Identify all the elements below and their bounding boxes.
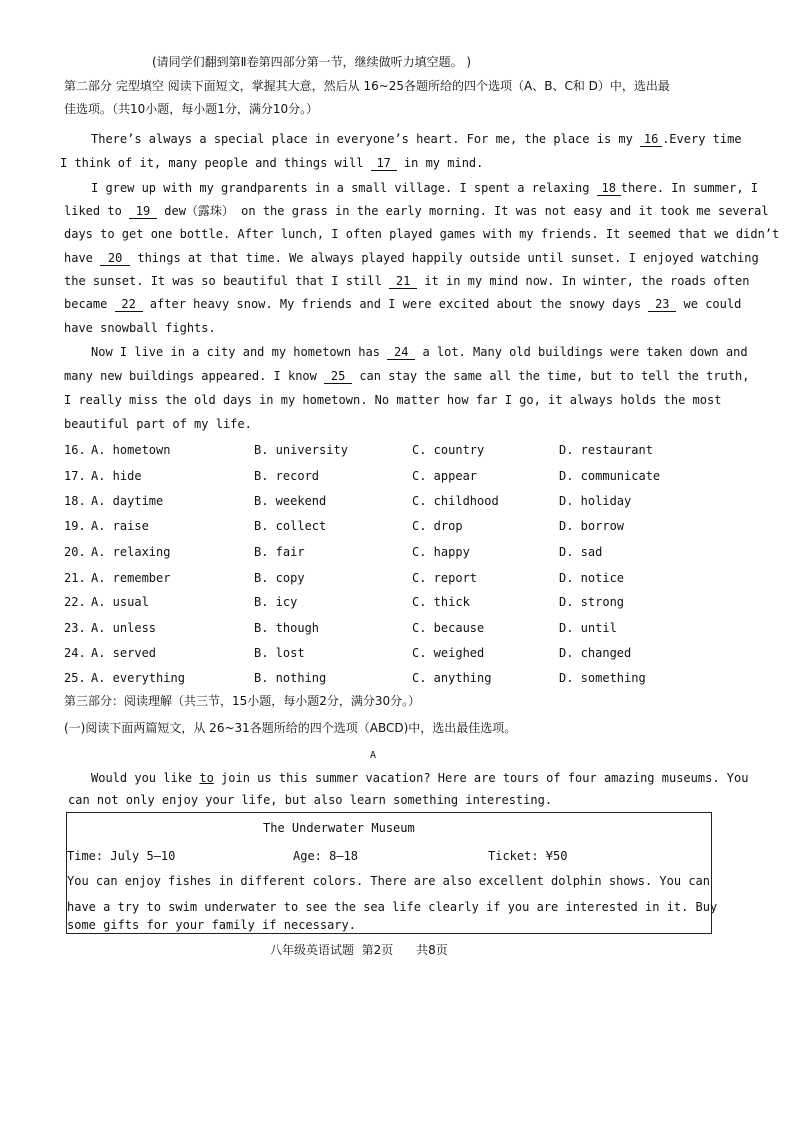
passage-line: many new buildings appeared. I know 25 can stay the same all the time, but to tell the truth, (64, 369, 750, 383)
blank-22: 22 (115, 297, 143, 312)
museum-title: The Underwater Museum (263, 821, 415, 835)
section1-header: (一)阅读下面两篇短文，从 26~31各题所给的四个选项（ABCD)中，选出最佳选项。 (64, 721, 517, 735)
passage-line: Now I live in a city and my hometown has 24 a lot. Many old buildings were taken down and (91, 345, 748, 359)
museum-info-box (66, 812, 718, 934)
option-row-20: 20. A. relaxing B. fair C. happy D. sad (64, 545, 603, 559)
museum-ticket: Ticket: ¥50 (488, 849, 568, 863)
option-row-18: 18. A. daytime B. weekend C. childhood D. holiday (64, 494, 632, 508)
page-footer: 八年级英语试题 第2页 共8页 (270, 943, 448, 957)
option-row-25: 25. A. everything B. nothing C. anything D. something (64, 671, 646, 685)
passage-line: beautiful part of my life. (64, 417, 252, 431)
blank-25: 25 (324, 369, 352, 384)
passage-a-line: can not only enjoy your life, but also learn something interesting. (68, 793, 553, 807)
passage-line: became 22 after heavy snow. My friends and I were excited about the snowy days 23 we could (64, 297, 742, 311)
part2-header-cont: 佳选项。（共10小题，每小题1分，满分10分。） (64, 102, 319, 116)
passage-line: days to get one bottle. After lunch, I often played games with my friends. It seemed that we didn’t (64, 227, 780, 241)
underlined-to: to (199, 771, 214, 785)
passage-a-label: A (370, 750, 377, 761)
option-row-19: 19. A. raise B. collect C. drop D. borrow (64, 519, 625, 533)
museum-desc: some gifts for your family if necessary. (67, 918, 356, 932)
passage-line: I think of it, many people and things will 17 in my mind. (60, 156, 484, 170)
part3-header: 第三部分：阅读理解（共三节，15小题，每小题2分，满分30分。） (64, 694, 421, 708)
passage-line: I grew up with my grandparents in a small village. I spent a relaxing 18 there. In summer, I (91, 181, 759, 195)
blank-20: 20 (100, 251, 130, 266)
option-row-16: 16. A. hometown B. university C. country D. restaurant (64, 443, 653, 457)
museum-desc: You can enjoy fishes in different colors. There are also excellent dolphin shows. You can (67, 874, 710, 888)
blank-21: 21 (389, 274, 417, 289)
blank-24: 24 (387, 345, 415, 360)
passage-a-line: Would you like to join us this summer vacation? Here are tours of four amazing museums. You (91, 771, 749, 785)
option-row-21: 21. A. remember B. copy C. report D. notice (64, 571, 625, 585)
passage-line: the sunset. It was so beautiful that I still 21 it in my mind now. In winter, the roads often (64, 274, 750, 288)
passage-line: have 20 things at that time. We always played happily outside until sunset. I enjoyed watching (64, 251, 759, 265)
passage-line: liked to 19 dew（露珠） on the grass in the early morning. It was not easy and it took me several (64, 204, 769, 218)
blank-16: 16 (640, 132, 662, 147)
museum-desc: have a try to swim underwater to see the sea life clearly if you are interested in it. Buy (67, 900, 718, 914)
blank-17: 17 (371, 156, 397, 171)
option-row-24: 24. A. served B. lost C. weighed D. changed (64, 646, 632, 660)
part2-header: 第二部分 完型填空 阅读下面短文，掌握其大意，然后从 16~25各题所给的四个选项（A、B、C和 D）中，选出最 (64, 79, 670, 93)
blank-18: 18 (597, 181, 621, 196)
passage-line: I really miss the old days in my hometown. No matter how far I go, it always holds the most (64, 393, 722, 407)
museum-age: Age: 8—18 (293, 849, 359, 863)
blank-19: 19 (129, 204, 157, 219)
museum-time: Time: July 5—10 (67, 849, 176, 863)
option-row-23: 23. A. unless B. though C. because D. until (64, 621, 617, 635)
listening-note: (请同学们翻到第Ⅱ卷第四部分第一节，继续做听力填空题。 ) (152, 55, 472, 69)
option-row-22: 22. A. usual B. icy C. thick D. strong (64, 595, 625, 609)
passage-line: have snowball fights. (64, 321, 216, 335)
passage-line: There’s always a special place in everyone’s heart. For me, the place is my 16 .Every time (91, 132, 742, 146)
blank-23: 23 (648, 297, 676, 312)
option-row-17: 17. A. hide B. record C. appear D. communicate (64, 469, 661, 483)
